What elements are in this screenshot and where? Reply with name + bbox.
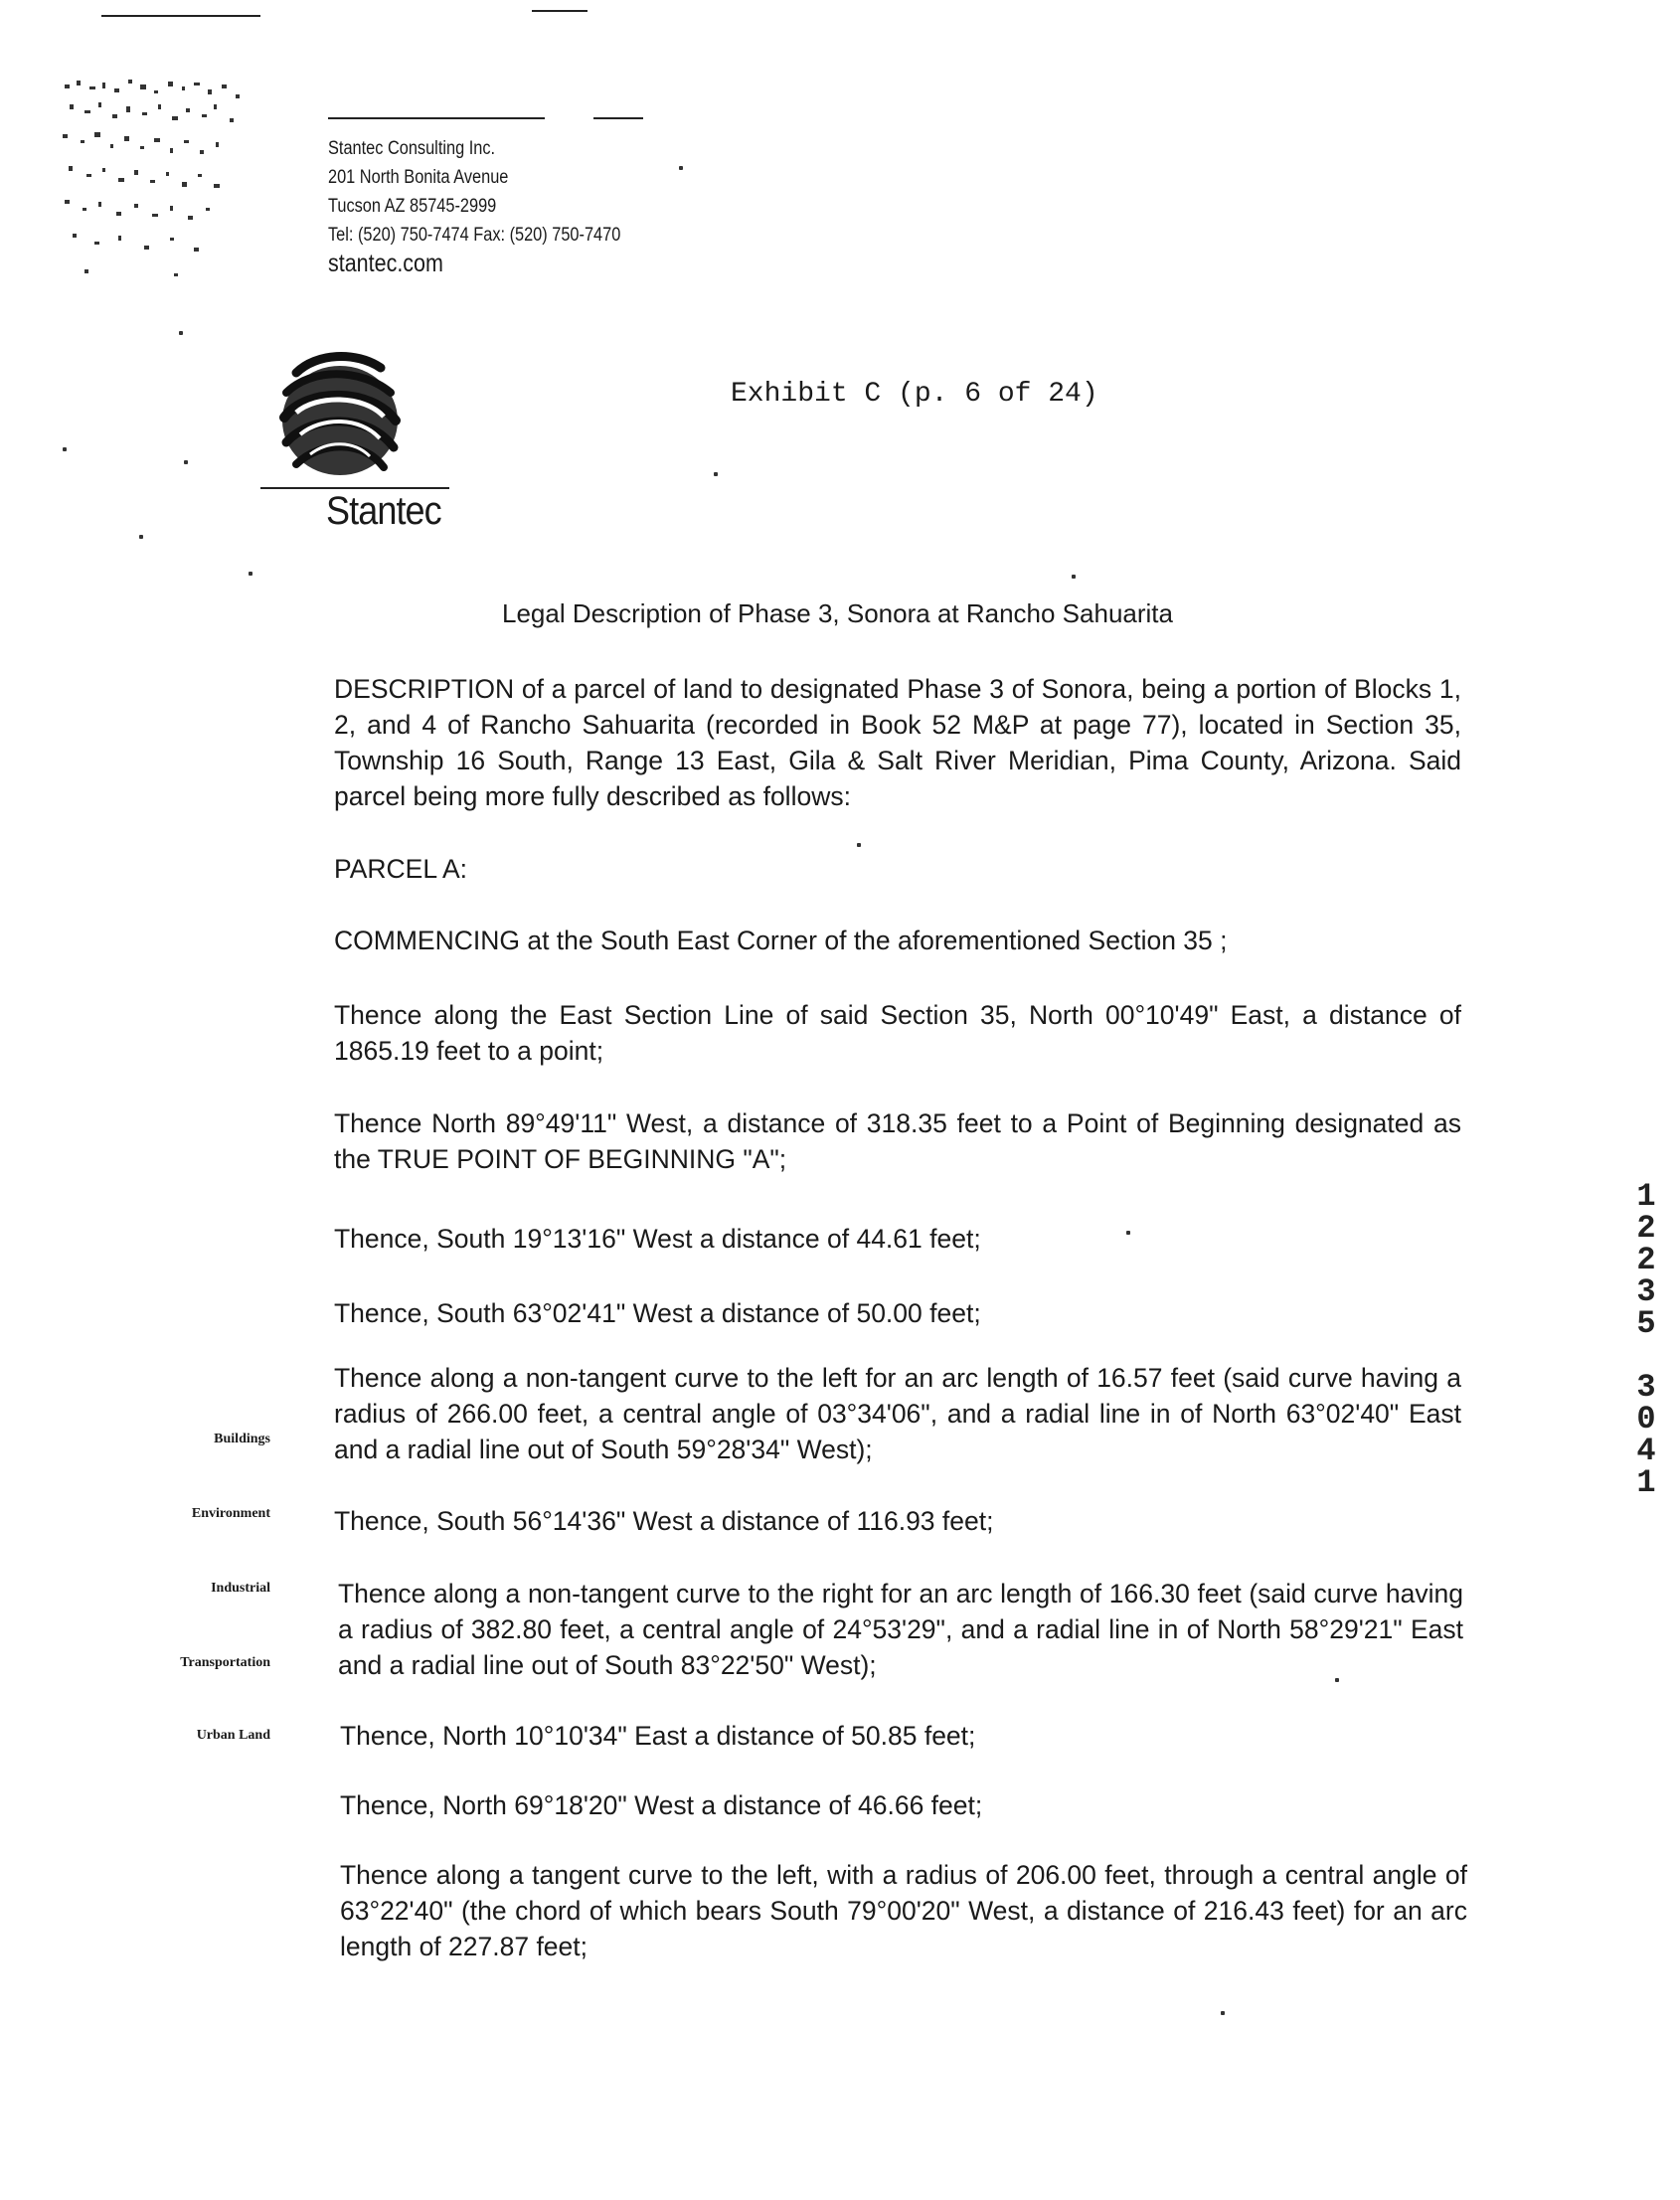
stantec-logo-text: Stantec xyxy=(326,489,441,533)
top-rule-left xyxy=(101,15,260,17)
top-rule-right xyxy=(532,10,588,12)
sidebar-transportation: Transportation xyxy=(180,1655,270,1670)
scan-speck xyxy=(1221,2011,1225,2015)
stantec-logo-icon xyxy=(256,343,416,492)
document-title: Legal Description of Phase 3, Sonora at Rancho Sahuarita xyxy=(502,598,1173,628)
stamp-digit: 4 xyxy=(1636,1433,1656,1469)
scan-speck xyxy=(857,843,861,847)
exhibit-label: Exhibit C (p. 6 of 24) xyxy=(731,379,1098,410)
stamp-digit: 3 xyxy=(1636,1273,1656,1310)
stamp-gap xyxy=(1630,1340,1662,1372)
stamp-digit: 3 xyxy=(1636,1369,1656,1406)
company-website: stantec.com xyxy=(328,250,443,277)
company-name: Stantec Consulting Inc. xyxy=(328,138,496,159)
scan-speck xyxy=(139,535,143,539)
letterhead-dot-pattern xyxy=(55,75,293,283)
call-north-10: Thence, North 10°10'34" East a distance of 50.85 feet; xyxy=(340,1721,976,1751)
stamp-digit: 0 xyxy=(1636,1401,1656,1438)
call-south-19: Thence, South 19°13'16" West a distance of 44.61 feet; xyxy=(334,1224,981,1254)
recording-stamp-number xyxy=(1630,1178,1662,1501)
company-city: Tucson AZ 85745-2999 xyxy=(328,196,497,217)
company-address xyxy=(328,134,620,278)
call-south-63: Thence, South 63°02'41" West a distance of 50.00 feet; xyxy=(334,1298,981,1328)
scan-speck xyxy=(714,472,718,476)
stamp-digit: 5 xyxy=(1636,1305,1656,1342)
scan-speck xyxy=(179,331,183,335)
letterhead-rule-short xyxy=(593,117,643,119)
scan-speck xyxy=(63,447,67,451)
call-true-point-of-beginning: Thence North 89°49'11" West, a distance of 318.35 feet to a Point of Beginning designated as the TRUE POINT OF BEGINNING "A"; xyxy=(334,1108,1461,1174)
commencing-paragraph: COMMENCING at the South East Corner of the aforementioned Section 35 ; xyxy=(334,926,1228,955)
call-tangent-curve: Thence along a tangent curve to the left, with a radius of 206.00 feet, through a central angle of 63°22'40" (the chord of which bears South 79°00'20" West, a distance of 216.43 feet) for an arc length of 227.87 feet; xyxy=(340,1860,1467,1961)
sidebar-industrial: Industrial xyxy=(211,1581,270,1596)
call-north-69: Thence, North 69°18'20" West a distance of 46.66 feet; xyxy=(340,1790,983,1820)
sidebar-environment: Environment xyxy=(191,1506,270,1521)
description-paragraph: DESCRIPTION of a parcel of land to designated Phase 3 of Sonora, being a portion of Blocks 1, 2, and 4 of Rancho Sahuarita (recorded in Book 52 M&P at page 77), located in Section 35, Township 16 South, Range 13 East, Gila & Salt River Meridian, Pima County, Arizona. Said parcel being more fully described as follows: xyxy=(334,674,1461,811)
stamp-digit: 1 xyxy=(1636,1464,1656,1501)
call-curve-right: Thence along a non-tangent curve to the right for an arc length of 166.30 feet (said curve having a radius of 382.80 feet, a central angle of 24°53'29", and a radial line in of North 58°29'21" East and a radial line out of South 83°22'50" West); xyxy=(338,1579,1463,1680)
stamp-digit: 2 xyxy=(1636,1242,1656,1278)
letterhead-rule-long xyxy=(328,117,545,119)
sidebar-urban-land: Urban Land xyxy=(196,1728,270,1743)
parcel-heading: PARCEL A: xyxy=(334,854,468,884)
scan-speck xyxy=(249,572,252,576)
call-curve-left: Thence along a non-tangent curve to the left for an arc length of 16.57 feet (said curve having a radius of 266.00 feet, a central angle of 03°34'06", and a radial line in of North 63°02'40" East and a radial line out of South 59°28'34" West); xyxy=(334,1363,1461,1464)
company-street: 201 North Bonita Avenue xyxy=(328,167,509,188)
stamp-digit: 1 xyxy=(1636,1178,1656,1215)
scan-speck xyxy=(1072,575,1076,579)
sidebar-buildings: Buildings xyxy=(214,1432,270,1446)
scan-speck xyxy=(184,460,188,464)
call-south-56: Thence, South 56°14'36" West a distance of 116.93 feet; xyxy=(334,1506,994,1536)
call-section-line: Thence along the East Section Line of said Section 35, North 00°10'49" East, a distance of 1865.19 feet to a point; xyxy=(334,1000,1461,1066)
scan-speck xyxy=(679,166,683,170)
company-phone-fax: Tel: (520) 750-7474 Fax: (520) 750-7470 xyxy=(328,225,621,246)
stamp-digit: 2 xyxy=(1636,1210,1656,1247)
